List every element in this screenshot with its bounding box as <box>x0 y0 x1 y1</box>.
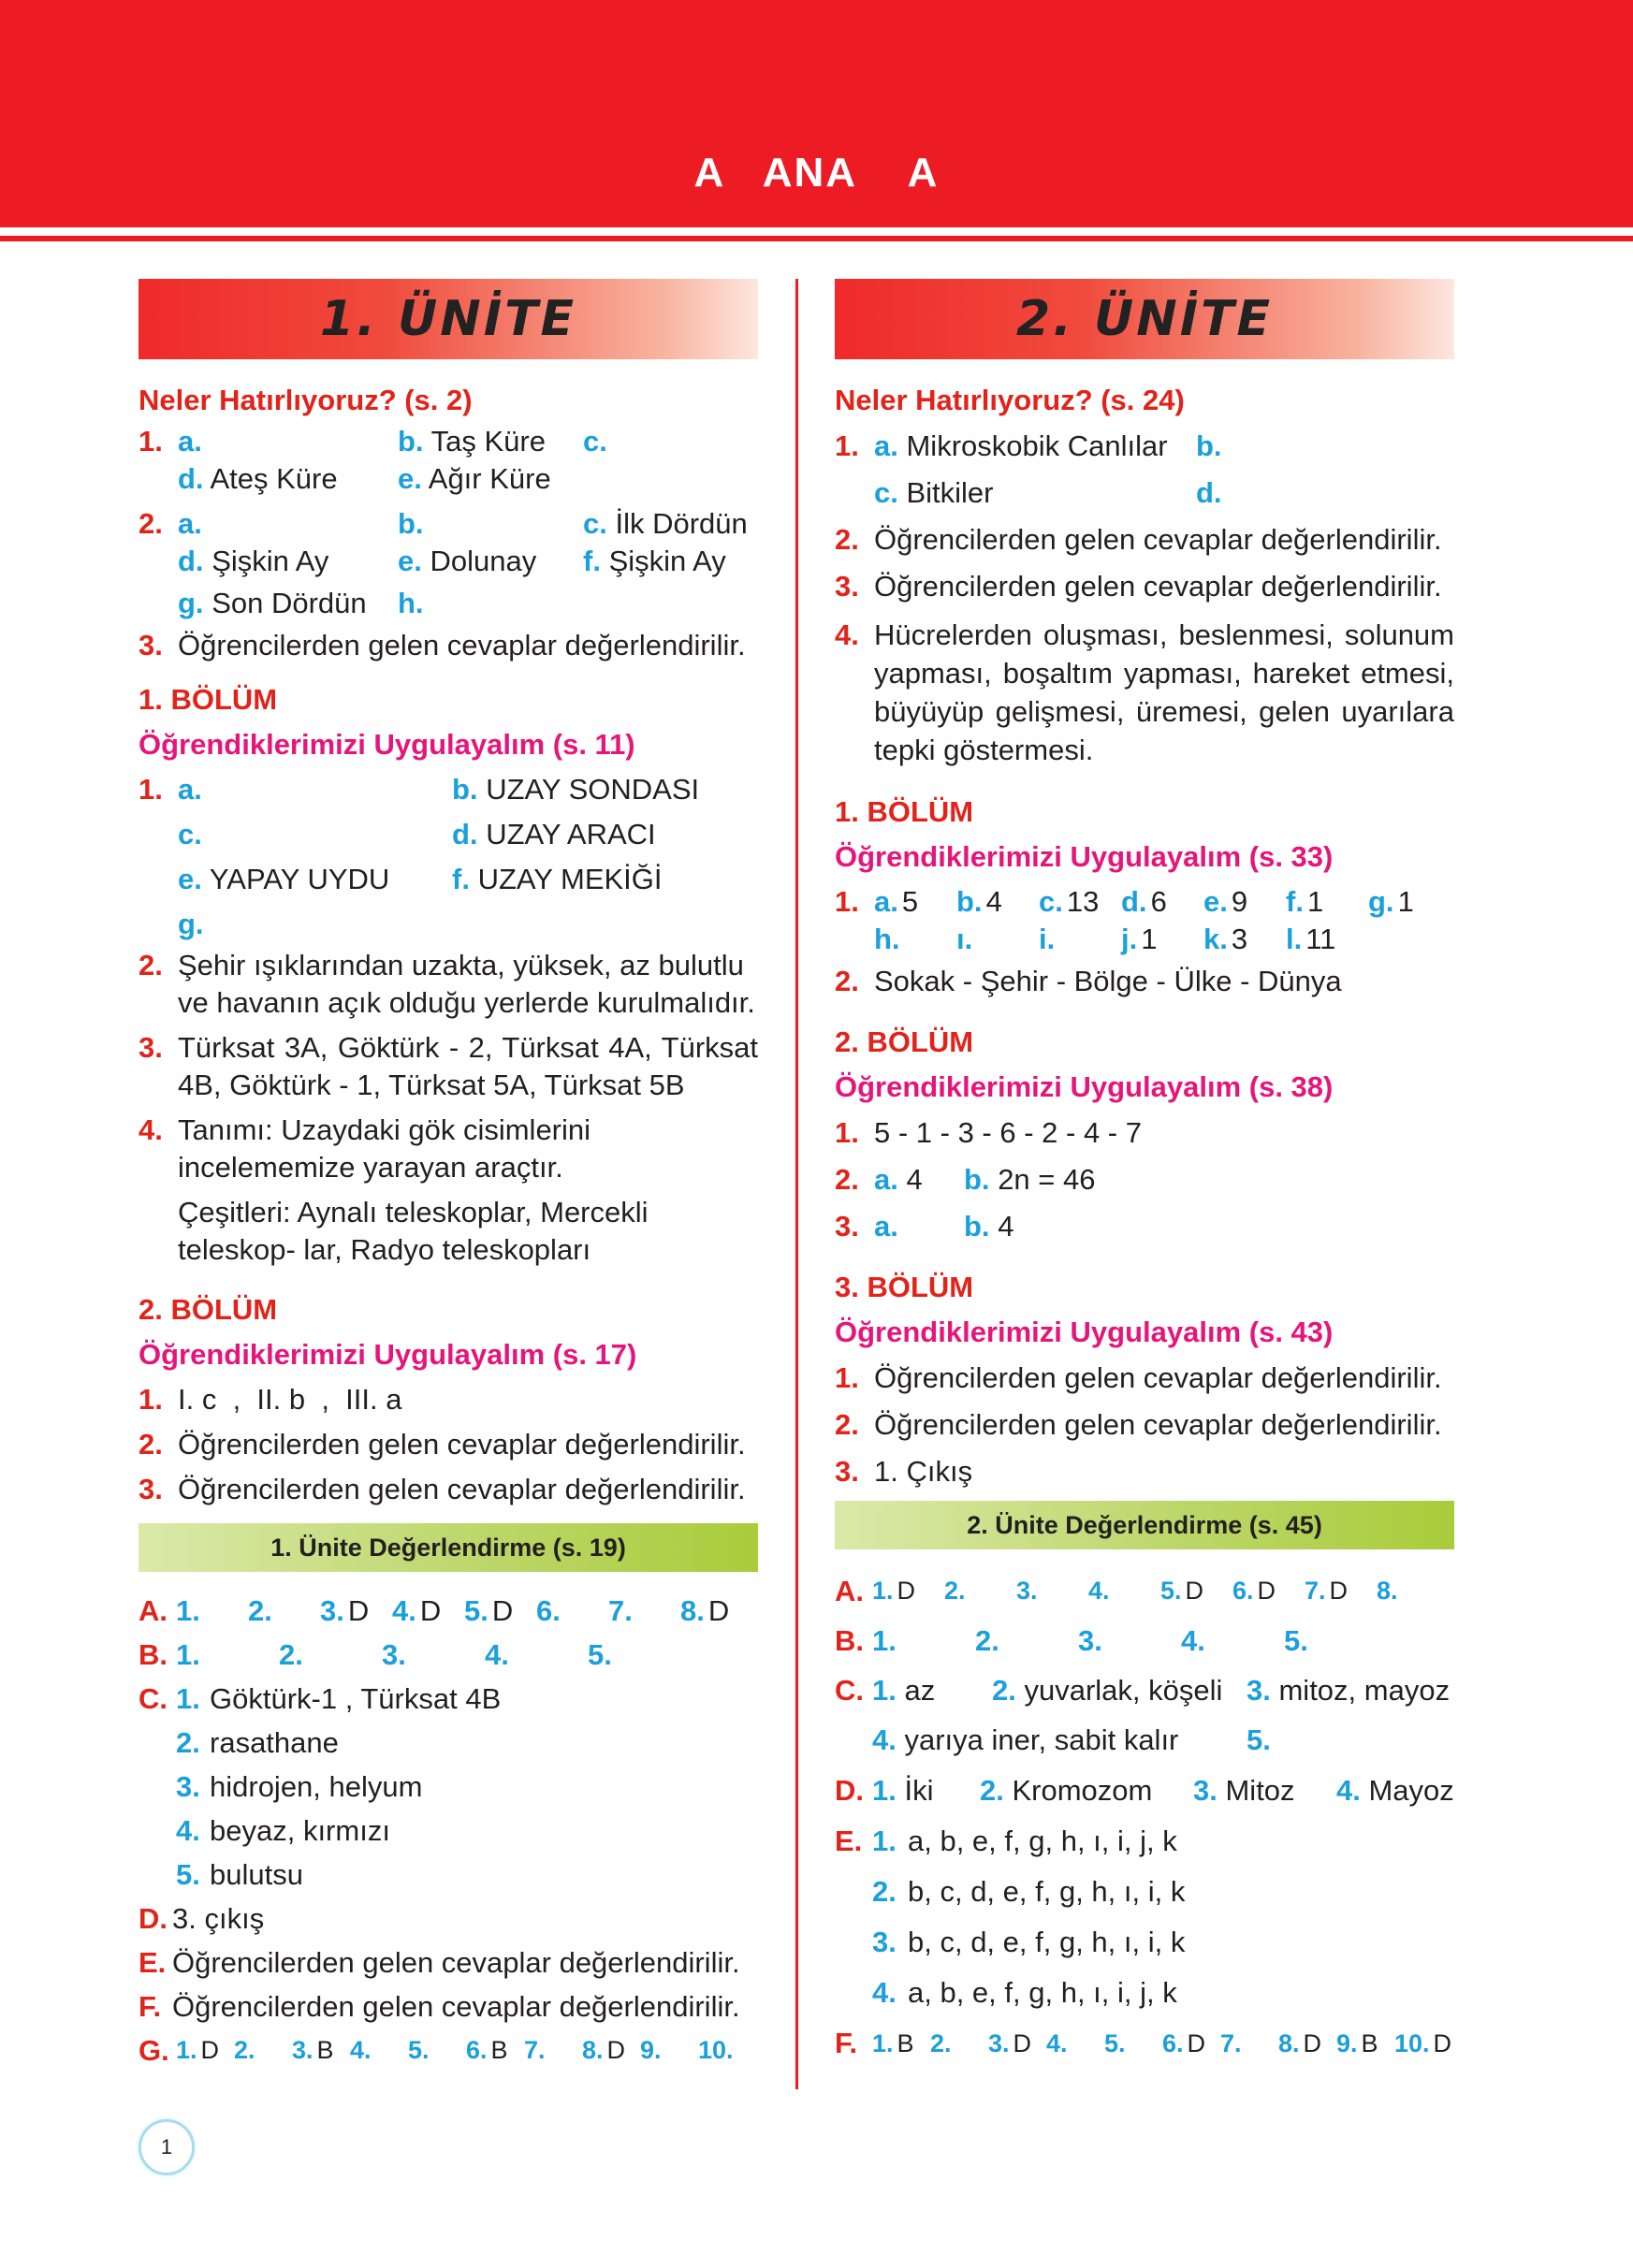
header-rule <box>0 236 1633 241</box>
answer-value: D <box>897 1577 916 1605</box>
answer-label: f. <box>1286 885 1304 918</box>
answer-label: 10. <box>698 2036 734 2064</box>
unit-2-bolum-2-subtitle: Öğrendiklerimizi Uygulayalım (s. 38) <box>835 1070 1334 1103</box>
answer-label: a. <box>874 885 898 918</box>
answer-label: 5. <box>1160 1577 1182 1605</box>
answer-item <box>872 1616 975 1665</box>
answer-item <box>1394 2018 1452 2069</box>
answer-label: 10. <box>1394 2029 1430 2057</box>
answer-label: e. <box>1203 885 1228 918</box>
unit-2-eval-E1: E. 1. a, b, e, f, g, h, ı, i, j, k <box>835 1825 1177 1857</box>
answer-item <box>176 1633 279 1677</box>
unit-2-b2-q1: 1. 5 - 1 - 3 - 6 - 2 - 4 - 7 <box>835 1116 1142 1149</box>
answer-label: 1. <box>872 2029 894 2057</box>
unit-2-eval-D: D. 1. İki 2. Kromozom 3. Mitoz 4. Mayoz <box>835 1774 1454 1807</box>
answer-item <box>1286 883 1368 921</box>
unit-1-neler-q1: 1. a. b. Taş Küre c. d. Ateş Küre e. Ağır Küre <box>139 425 607 495</box>
answer-item <box>1078 1616 1181 1665</box>
answer-item <box>698 2028 756 2072</box>
unit-1-bolum-2-subtitle: Öğrendiklerimizi Uygulayalım (s. 17) <box>139 1338 637 1371</box>
answer-item <box>248 1589 320 1633</box>
answer-label: 3. <box>1078 1624 1102 1657</box>
answer-label: g. <box>1368 885 1394 918</box>
unit-1-eval-B: B. 1. 2. 3. 4. 5. <box>139 1633 758 1677</box>
answer-item <box>872 1566 944 1616</box>
answer-label: 5. <box>588 1638 612 1671</box>
answer-value: 1 <box>1397 885 1414 918</box>
answer-label: 5. <box>408 2036 430 2064</box>
answer-label: 5. <box>1104 2029 1126 2057</box>
unit-2-eval-E3: 3. b, c, d, e, f, g, h, ı, i, k <box>872 1926 1186 1958</box>
answer-item <box>292 2028 350 2072</box>
answer-label: 8. <box>1377 1577 1398 1605</box>
column-unit-2 <box>835 279 1454 2069</box>
answer-label: 3. <box>988 2029 1010 2057</box>
answer-value: 13 <box>1066 885 1100 918</box>
answer-item <box>1104 2018 1162 2069</box>
answer-item <box>1181 1616 1284 1665</box>
column-divider <box>795 279 798 2089</box>
answer-item <box>392 1589 464 1633</box>
answer-item <box>582 2028 640 2072</box>
unit-2-bolum-3-title: 3. BÖLÜM <box>835 1271 974 1303</box>
answer-value: 3 <box>1231 923 1248 955</box>
unit-2-eval-E4: 4. a, b, e, f, g, h, ı, i, j, k <box>872 1976 1177 2009</box>
answer-item <box>1368 883 1451 921</box>
answer-item <box>1232 1566 1305 1616</box>
answer-label: 1. <box>176 1638 200 1671</box>
answer-label: 1. <box>872 1624 897 1657</box>
answer-item <box>1121 883 1203 921</box>
unit-1-b1-q4: 4. Tanımı: Uzaydaki gök cisimlerini incelememize yarayan araçtır. Çeşitleri: Aynalı teleskoplar, Mercekli teleskop- lar, Radyo teleskopları <box>139 1113 649 1266</box>
page-header-title: A ANA A <box>693 150 940 196</box>
unit-2-b3-q1: 1. Öğrencilerden gelen cevaplar değerlendirilir. <box>835 1361 1442 1394</box>
answer-item <box>1377 1566 1449 1616</box>
answer-item <box>1284 1616 1387 1665</box>
unit-1-eval-C5: 5. bulutsu <box>176 1858 303 1891</box>
answer-item <box>279 1633 382 1677</box>
answer-item <box>1088 1566 1160 1616</box>
answer-value: D <box>200 2036 220 2064</box>
answer-label: 2. <box>944 1577 966 1605</box>
unit-2-eval-E2: 2. b, c, d, e, f, g, h, ı, i, k <box>872 1875 1186 1908</box>
answer-value: B <box>316 2036 334 2064</box>
answer-item <box>350 2028 408 2072</box>
unit-2-bolum-1-subtitle: Öğrendiklerimizi Uygulayalım (s. 33) <box>835 840 1334 873</box>
answer-value: D <box>1329 1577 1349 1605</box>
answer-label: 4. <box>1181 1624 1205 1657</box>
answer-label: 7. <box>608 1594 633 1627</box>
answer-label: k. <box>1203 923 1228 955</box>
answer-label: b. <box>956 885 983 918</box>
answer-label: 7. <box>1305 1577 1326 1605</box>
unit-1-eval-G: G. 1. D 2. 3. B 4. 5. 6. B 7. 8. D 9. 10. <box>139 2028 758 2072</box>
unit-1-bolum-1-title: 1. BÖLÜM <box>139 683 278 716</box>
answer-value: D <box>606 2036 626 2064</box>
unit-1-bolum-2-title: 2. BÖLÜM <box>139 1293 278 1326</box>
answer-label: j. <box>1121 923 1138 955</box>
answer-label: ı. <box>956 923 973 955</box>
unit-2-neler-q3: 3. Öğrencilerden gelen cevaplar değerlendirilir. <box>835 570 1442 603</box>
answer-item <box>176 1589 248 1633</box>
answer-label: h. <box>874 923 900 955</box>
answer-label: 8. <box>582 2036 604 2064</box>
answer-label: 2. <box>279 1638 303 1671</box>
unit-2-neler-q2: 2. Öğrencilerden gelen cevaplar değerlendirilir. <box>835 523 1442 556</box>
unit-1-eval-C3: 3. hidrojen, helyum <box>176 1770 423 1803</box>
unit-2-b3-q2: 2. Öğrencilerden gelen cevaplar değerlendirilir. <box>835 1408 1442 1441</box>
answer-label: 9. <box>640 2036 662 2064</box>
answer-label: 1. <box>872 1577 894 1605</box>
answer-value: B <box>1361 2029 1378 2057</box>
answer-value: 11 <box>1305 923 1336 955</box>
answer-item <box>988 2018 1046 2069</box>
answer-label: 7. <box>524 2036 546 2064</box>
answer-item <box>1162 2018 1220 2069</box>
unit-1-evaluation-banner: 1. Ünite Değerlendirme (s. 19) <box>139 1523 758 1572</box>
answer-label: l. <box>1286 923 1303 955</box>
unit-2-banner: 2. ÜNİTE <box>835 279 1454 359</box>
unit-2-eval-C2: 4. yarıya iner, sabit kalır 5. <box>872 1723 1271 1756</box>
unit-1-eval-E: E. Öğrencilerden gelen cevaplar değerlendirilir. <box>139 1946 740 1979</box>
answer-label: 2. <box>930 2029 952 2057</box>
answer-item <box>1160 1566 1232 1616</box>
answer-value: 4 <box>985 885 1002 918</box>
unit-1-banner: 1. ÜNİTE <box>139 279 758 359</box>
answer-label: 8. <box>1278 2029 1300 2057</box>
answer-label: i. <box>1039 923 1056 955</box>
answer-label: 8. <box>680 1594 705 1627</box>
unit-1-eval-C4: 4. beyaz, kırmızı <box>176 1814 390 1847</box>
unit-1-neler-heading: Neler Hatırlıyoruz? (s. 2) <box>139 384 473 416</box>
answer-label: 3. <box>292 2036 313 2064</box>
answer-label: 4. <box>350 2036 372 2064</box>
unit-1-neler-q3: 3. Öğrencilerden gelen cevaplar değerlendirilir. <box>139 629 746 662</box>
answer-value: D <box>347 1594 370 1627</box>
unit-2-b2-q2: 2. a. 4 b. 2n = 46 <box>835 1163 1096 1196</box>
answer-label: 4. <box>485 1638 509 1671</box>
unit-2-bolum-3-subtitle: Öğrendiklerimizi Uygulayalım (s. 43) <box>835 1316 1334 1348</box>
answer-item <box>956 883 1039 921</box>
unit-1-b2-q3: 3. Öğrencilerden gelen cevaplar değerlendirilir. <box>139 1473 746 1505</box>
answer-item <box>1121 921 1203 958</box>
answer-value: D <box>491 1594 514 1627</box>
answer-value: 1 <box>1141 923 1158 955</box>
page-number: 1 <box>139 2119 195 2175</box>
answer-item <box>975 1616 1078 1665</box>
answer-value: D <box>1185 1577 1204 1605</box>
answer-value: 1 <box>1306 885 1324 918</box>
answer-value: D <box>707 1594 730 1627</box>
unit-2-b2-q3: 3. a. b. 4 <box>835 1210 1014 1243</box>
answer-label: 3. <box>320 1594 344 1627</box>
answer-item <box>408 2028 466 2072</box>
answer-label: 4. <box>1046 2029 1068 2057</box>
answer-value: D <box>1433 2029 1452 2057</box>
answer-item <box>680 1589 752 1633</box>
answer-item <box>608 1589 680 1633</box>
answer-item <box>320 1589 392 1633</box>
answer-item <box>466 2028 524 2072</box>
answer-value: D <box>1013 2029 1032 2057</box>
answer-item <box>930 2018 988 2069</box>
answer-value: 9 <box>1231 885 1248 918</box>
answer-value: D <box>419 1594 442 1627</box>
page-header-band <box>0 0 1633 227</box>
unit-2-eval-F: F. 1. B 2. 3. D 4. 5. 6. D 7. 8. D 9. B 10. D <box>835 2018 1454 2069</box>
unit-2-eval-C1: C. 1. az 2. yuvarlak, köşeli 3. mitoz, mayoz <box>835 1674 1451 1707</box>
answer-item <box>1336 2018 1394 2069</box>
answer-item <box>874 883 956 921</box>
answer-item <box>956 921 1039 958</box>
answer-value: 6 <box>1150 885 1167 918</box>
answer-item <box>1016 1566 1088 1616</box>
answer-label: 1. <box>176 2036 197 2064</box>
answer-label: c. <box>1039 885 1063 918</box>
answer-item <box>1046 2018 1104 2069</box>
column-unit-1 <box>139 279 758 2072</box>
answer-label: 7. <box>1220 2029 1242 2057</box>
answer-item <box>872 2018 930 2069</box>
unit-2-bolum-2-title: 2. BÖLÜM <box>835 1025 974 1058</box>
unit-1-eval-D: D. 3. çıkış <box>139 1902 265 1935</box>
answer-item <box>1286 921 1368 958</box>
unit-1-eval-C2: 2. rasathane <box>176 1726 339 1759</box>
answer-label: 5. <box>1284 1624 1308 1657</box>
answer-label: 1. <box>176 1594 200 1627</box>
unit-1-b1-q2: 2. Şehir ışıklarından uzakta, yüksek, az bulutlu ve havanın açık olduğu yerlerde kurulmalıdır. <box>139 949 755 1019</box>
answer-value: B <box>897 2029 914 2057</box>
answer-value: D <box>1303 2029 1322 2057</box>
answer-label: 3. <box>1016 1577 1038 1605</box>
answer-item <box>1278 2018 1336 2069</box>
answer-label: 3. <box>382 1638 406 1671</box>
answer-label: d. <box>1121 885 1147 918</box>
answer-label: 6. <box>466 2036 488 2064</box>
answer-item <box>485 1633 588 1677</box>
answer-item <box>588 1633 691 1677</box>
unit-2-evaluation-banner: 2. Ünite Değerlendirme (s. 45) <box>835 1501 1454 1549</box>
answer-item <box>1305 1566 1377 1616</box>
answer-item <box>874 921 956 958</box>
answer-label: 2. <box>248 1594 272 1627</box>
unit-2-eval-A: A. 1. D 2. 3. 4. 5. D 6. D 7. D 8. <box>835 1566 1454 1616</box>
answer-value: B <box>490 2036 508 2064</box>
answer-item <box>536 1589 608 1633</box>
answer-item <box>524 2028 582 2072</box>
unit-2-neler-q4: 4. Hücrelerden oluşması, beslenmesi, solunum yapması, boşaltım yapması, hareket etmesi, büyüyüp gelişmesi, üremesi, gelen uyarılara tepki göstermesi. <box>835 618 1454 766</box>
answer-item <box>640 2028 698 2072</box>
answer-item <box>234 2028 292 2072</box>
answer-item <box>1203 883 1286 921</box>
unit-1-b1-q3: 3. Türksat 3A, Göktürk - 2, Türksat 4A, Türksat 4B, Göktürk - 1, Türksat 5A, Türksat 5B <box>139 1031 758 1101</box>
answer-item <box>176 2028 234 2072</box>
unit-1-b2-q1: 1. I. c , II. b , III. a <box>139 1383 402 1416</box>
unit-2-eval-B: B. 1. 2. 3. 4. 5. <box>835 1616 1454 1665</box>
answer-label: 6. <box>536 1594 561 1627</box>
answer-value: D <box>1187 2029 1206 2057</box>
unit-2-b1-q2: 2. Sokak - Şehir - Bölge - Ülke - Dünya <box>835 965 1342 997</box>
unit-2-neler-q1: 1. a. Mikroskobik Canlılar b. c. Bitkiler d. <box>835 429 1222 509</box>
answer-item <box>1039 921 1121 958</box>
answer-label: 4. <box>392 1594 416 1627</box>
answer-item <box>1220 2018 1278 2069</box>
answer-item <box>464 1589 536 1633</box>
answer-label: 9. <box>1336 2029 1358 2057</box>
unit-1-b2-q2: 2. Öğrencilerden gelen cevaplar değerlendirilir. <box>139 1428 746 1461</box>
unit-1-b1-q1: 1. a. b. UZAY SONDASI c. d. UZAY ARACI e. YAPAY UYDU f. UZAY MEKİĞİ g. <box>139 773 700 940</box>
answer-label: 6. <box>1162 2029 1184 2057</box>
answer-label: 5. <box>464 1594 488 1627</box>
answer-label: 4. <box>1088 1577 1110 1605</box>
answer-label: 6. <box>1232 1577 1254 1605</box>
answer-value: D <box>1257 1577 1276 1605</box>
unit-1-eval-F: F. Öğrencilerden gelen cevaplar değerlendirilir. <box>139 1990 740 2023</box>
answer-label: 2. <box>975 1624 999 1657</box>
unit-1-eval-C1: C. 1. Göktürk-1 , Türksat 4B <box>139 1682 502 1715</box>
unit-1-neler-q2: 2. a. b. c. İlk Dördün d. Şişkin Ay e. Dolunay f. Şişkin Ay g. Son Dördün h. <box>139 507 748 619</box>
answer-item <box>382 1633 485 1677</box>
answer-item <box>944 1566 1016 1616</box>
unit-2-neler-heading: Neler Hatırlıyoruz? (s. 24) <box>835 384 1185 416</box>
answer-label: 2. <box>234 2036 255 2064</box>
answer-value: 5 <box>901 885 919 918</box>
unit-2-b3-q3: 3. 1. Çıkış <box>835 1455 973 1488</box>
answer-item <box>1203 921 1286 958</box>
unit-2-b1-q1: 1. a. 5 b. 4 c. 13 d. 6 e. 9 f. 1 g. 1 h. ı. i. j. 1 k. 3 l. 11 <box>835 883 1454 958</box>
unit-1-eval-A: A. 1. 2. 3. D 4. D 5. D 6. 7. 8. D <box>139 1589 758 1633</box>
answer-item <box>1039 883 1121 921</box>
unit-2-bolum-1-title: 1. BÖLÜM <box>835 795 974 828</box>
unit-1-bolum-1-subtitle: Öğrendiklerimizi Uygulayalım (s. 11) <box>139 728 635 761</box>
